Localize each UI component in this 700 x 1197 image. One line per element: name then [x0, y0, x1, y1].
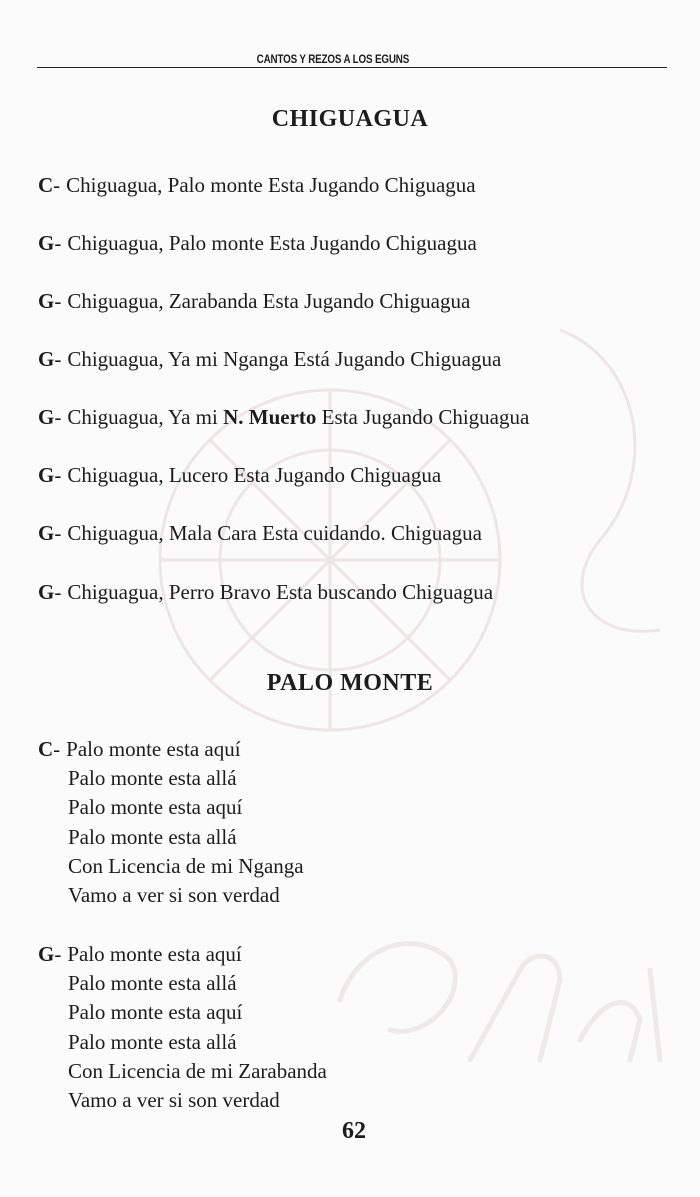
section-title-palo-monte: PALO MONTE — [266, 670, 434, 696]
stanza-line: Palo monte esta allá — [68, 971, 237, 996]
stanza-lead: C — [38, 737, 54, 761]
stanza — [38, 940, 327, 1115]
running-header — [37, 52, 667, 72]
header-rule — [37, 67, 667, 68]
verse-line: G- Chiguagua, Perro Bravo Esta buscando Chiguagua — [38, 580, 494, 604]
verse-line: G- Chiguagua, Palo monte Esta Jugando Chiguagua — [38, 231, 477, 255]
verse-line: G- Chiguagua, Zarabanda Esta Jugando Chiguagua — [38, 289, 471, 313]
verse-line: G- Chiguagua, Ya mi Nganga Está Jugando Chiguagua — [38, 347, 502, 371]
verse-text: Chiguagua, Palo monte Esta Jugando Chiguagua — [66, 173, 476, 197]
verse-text: Chiguagua, Perro Bravo Esta buscando Chiguagua — [67, 580, 494, 604]
stanza-lead: G — [38, 942, 55, 966]
section-title-chiguagua: CHIGUAGUA — [271, 106, 429, 132]
verse-line: G- Chiguagua, Lucero Esta Jugando Chiguagua — [38, 463, 442, 487]
verse-line: G- Chiguagua, Mala Cara Esta cuidando. Chiguagua — [38, 521, 482, 545]
stanza-line: Con Licencia de mi Nganga — [68, 853, 304, 878]
stanza-line: C- Palo monte esta aquí — [38, 737, 241, 761]
verse-text: Chiguagua, Mala Cara Esta cuidando. Chiguagua — [67, 521, 482, 545]
stanza-line: Palo monte esta allá — [68, 766, 237, 791]
verse-lead: G — [38, 463, 55, 487]
verse-text: Chiguagua, Ya mi — [67, 405, 224, 429]
verse-emphasis: N. Muerto — [223, 405, 317, 429]
verse-text: Chiguagua, Lucero Esta Jugando Chiguagua — [67, 463, 442, 487]
running-title: CANTOS Y REZOS A LOS EGUNS — [256, 52, 410, 66]
stanza-line: Palo monte esta allá — [68, 824, 237, 849]
verse-lead: C — [38, 173, 54, 197]
stanza-line: Vamo a ver si son verdad — [68, 883, 280, 908]
verse-lead: G — [38, 347, 55, 371]
page-number: 62 — [342, 1118, 366, 1144]
stanza-line: G- Palo monte esta aquí — [38, 942, 242, 966]
verse-lead: G — [38, 521, 55, 545]
verse-text: Chiguagua, Zarabanda Esta Jugando Chiguagua — [67, 289, 471, 313]
verse-text: Chiguagua, Ya mi Nganga Está Jugando Chiguagua — [67, 347, 502, 371]
verse-line: G- Chiguagua, Ya mi N. Muerto Esta Jugando Chiguagua — [38, 405, 530, 429]
stanza-line: Con Licencia de mi Zarabanda — [68, 1058, 327, 1083]
verse-lead: G — [38, 405, 55, 429]
stanza-line: Palo monte esta allá — [68, 1029, 237, 1054]
verse-line: C- Chiguagua, Palo monte Esta Jugando Chiguagua — [38, 173, 476, 197]
verse-text: Chiguagua, Palo monte Esta Jugando Chiguagua — [67, 231, 477, 255]
stanza — [38, 735, 304, 910]
verse-lead: G — [38, 580, 55, 604]
stanza-line: Palo monte esta aquí — [68, 795, 243, 820]
verse-lead: G — [38, 289, 55, 313]
stanza-line: Vamo a ver si son verdad — [68, 1088, 280, 1113]
stanza-line: Palo monte esta aquí — [68, 1000, 243, 1025]
verse-lead: G — [38, 231, 55, 255]
